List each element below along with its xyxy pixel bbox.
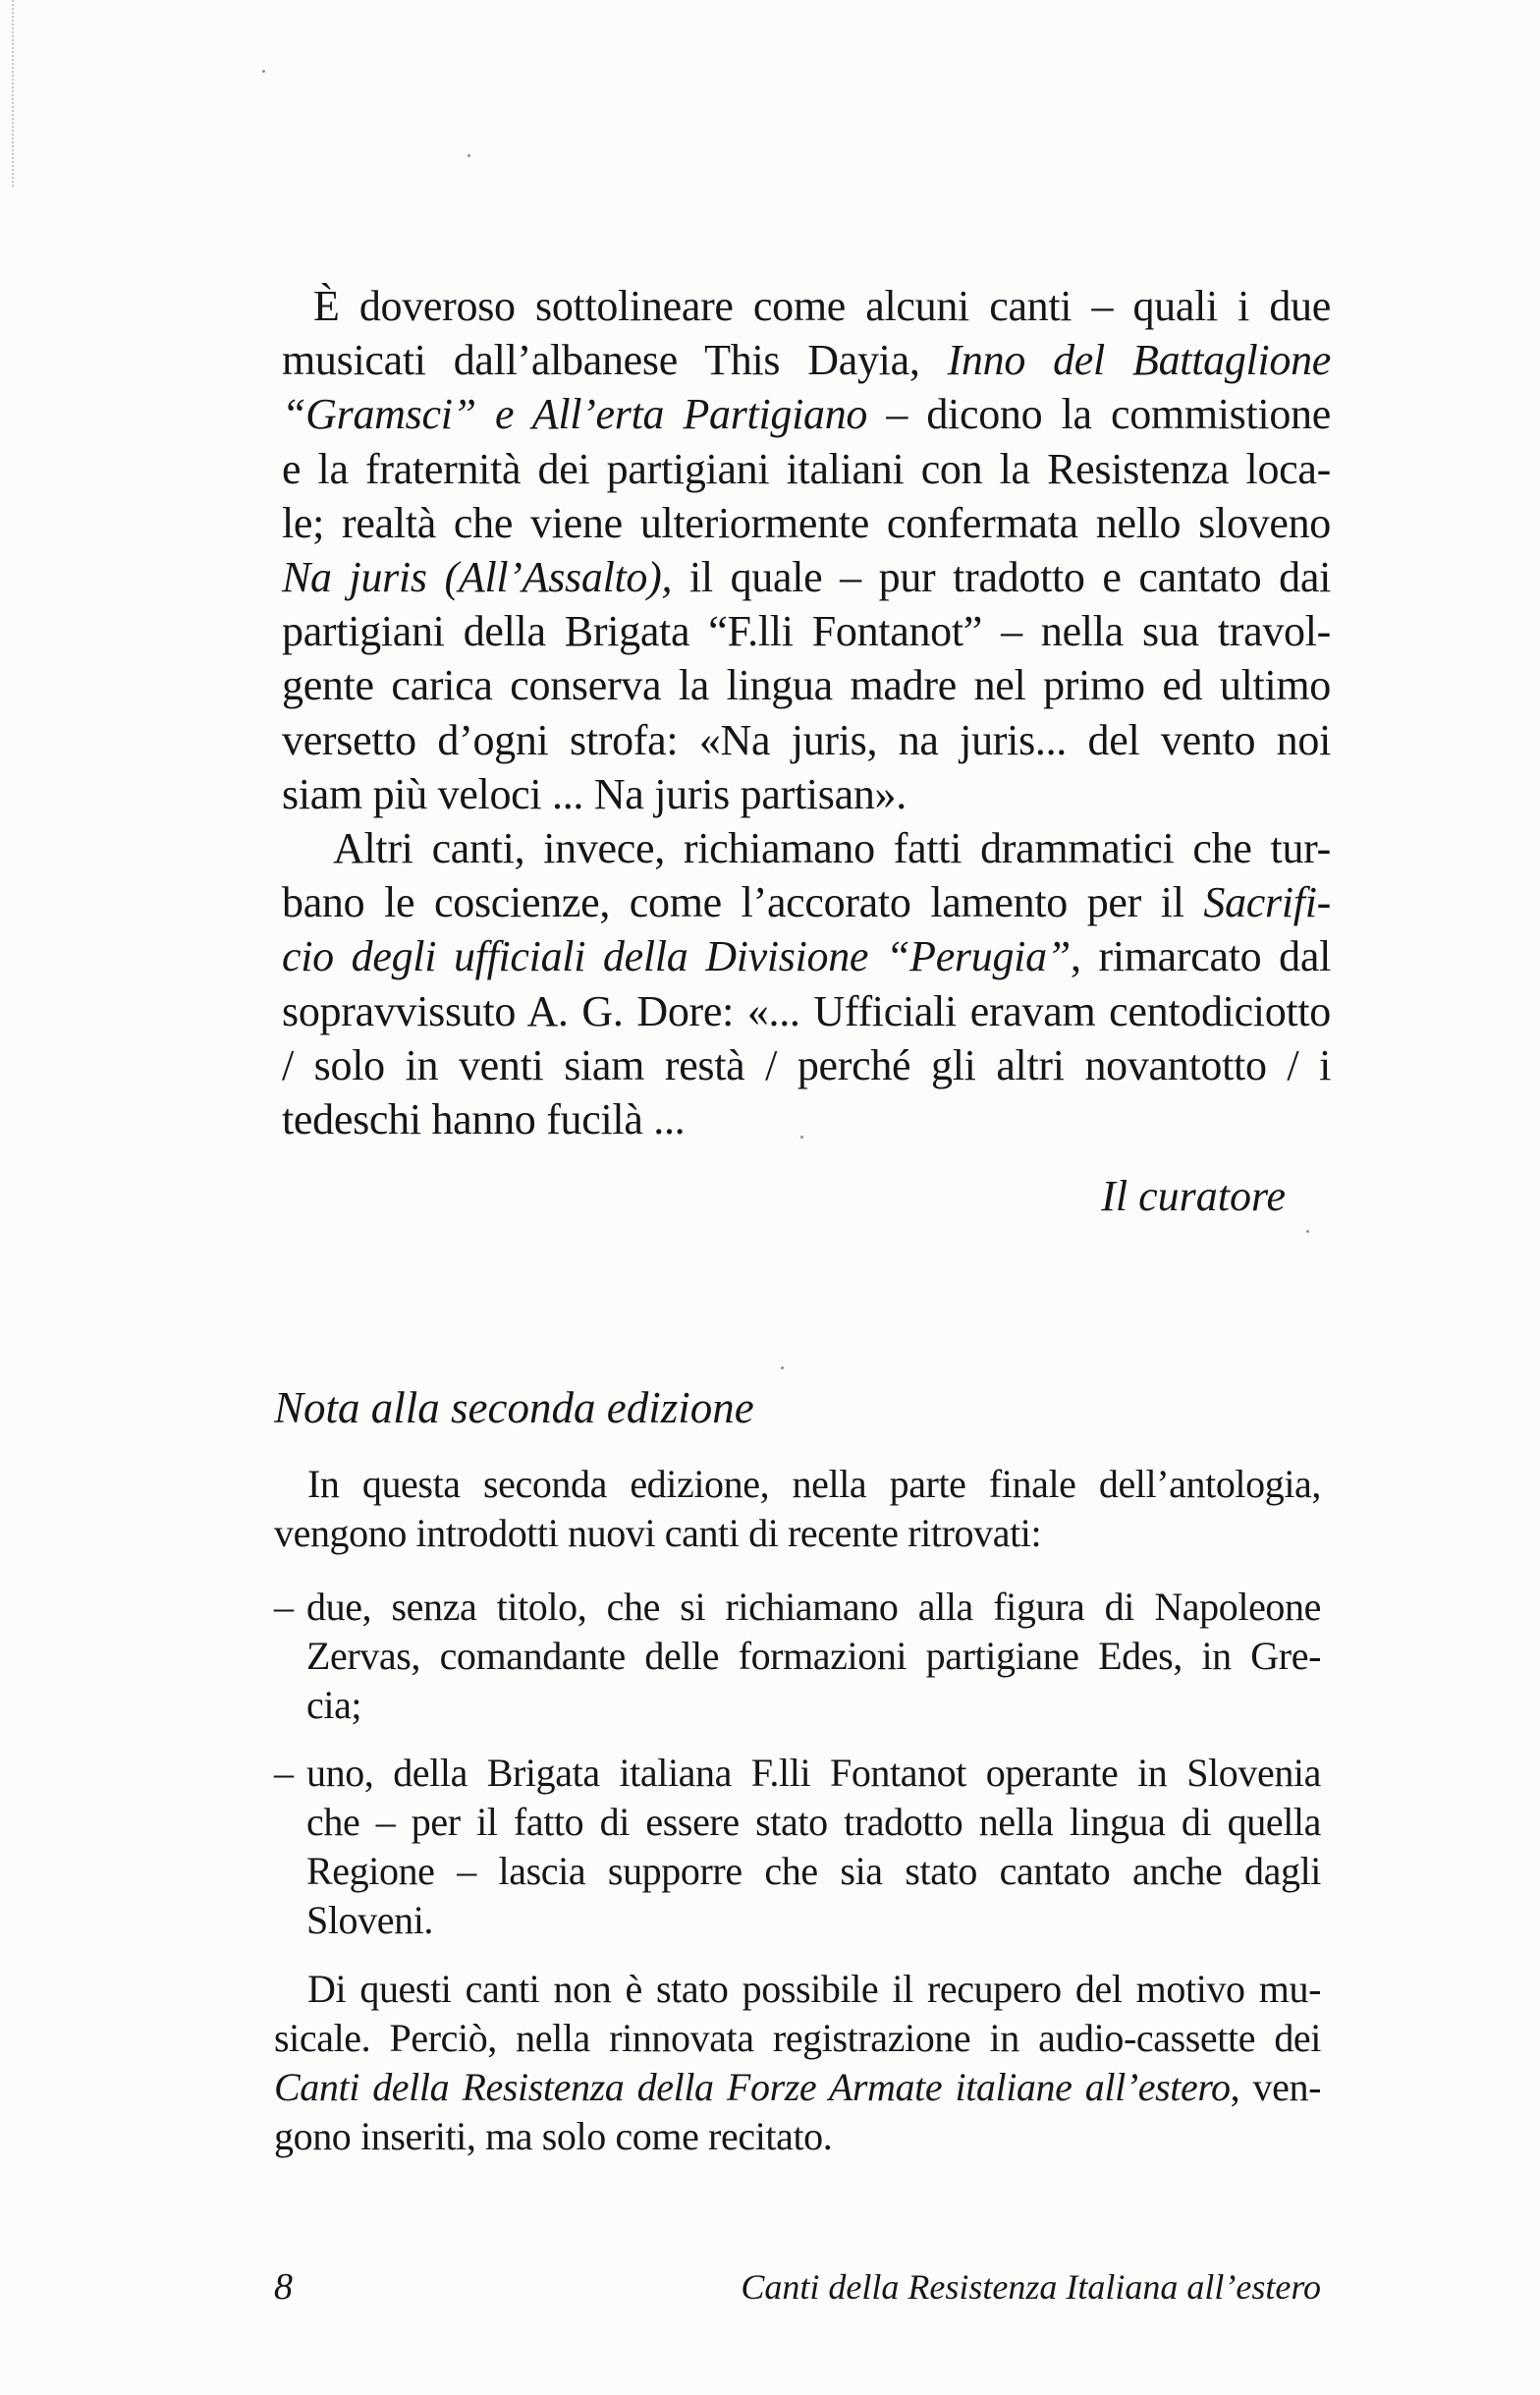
text-line [282,333,1331,387]
preface-section [282,279,1331,1146]
text-run: Di questi canti non è stato possibile il recupero del motivo mu- [307,1967,1321,2011]
text-line [274,2112,1321,2161]
text-line [274,2063,1321,2112]
song-title: cio degli ufficiali della Divisione “Perugia” [282,932,1071,981]
text-line [282,604,1331,658]
text-run: È doveroso sottolineare come alcuni canti – quali i due [313,282,1331,330]
text-line [274,1460,1321,1509]
text-run: partigiani della Brigata “F.lli Fontanot” – nella sua travol- [282,607,1331,656]
signature: Il curatore [1101,1172,1286,1220]
text-line [282,1038,1331,1092]
text-run: cia; [306,1683,362,1727]
text-run: sicale. Perciò, nella rinnovata registrazione in audio-cassette dei [274,2016,1321,2060]
text-line [274,1681,1321,1730]
text-line [274,1847,1321,1896]
text-run: / solo in venti siam restà / perché gli altri novantotto / i [282,1040,1331,1089]
text-run: Regione – lascia supporre che sia stato cantato anche dagli [306,1849,1321,1893]
text-run: tedeschi hanno fucilà ... [282,1095,686,1144]
text-run: musicati dall’albanese This Dayia, [282,336,948,385]
text-run: sopravvissuto A. G. Dore: «... Ufficiali eravam centodiciotto [282,986,1331,1035]
work-title: Canti della Resistenza della Forze Armate italiane all’estero [274,2065,1231,2109]
scan-speck [781,1366,784,1369]
text-line [282,658,1331,712]
text-run: , rimarcato dal [1070,932,1331,981]
page-footer [274,2265,1321,2309]
text-line [282,496,1331,550]
scan-speck [1306,1230,1309,1233]
text-line [274,1749,1321,1798]
list-marker: – [274,1751,294,1795]
list-item [274,1749,1321,1945]
text-run: e la fraternità dei partigiani italiani con la Resistenza loca- [282,444,1331,493]
song-title: Sacrifi- [1203,878,1331,927]
text-line [282,984,1331,1038]
text-line [274,1509,1321,1558]
text-run: bano le coscienze, come l’accorato lamento per il [282,878,1204,927]
scan-edge-mark [12,0,14,187]
text-run: In questa seconda edizione, nella parte finale dell’antologia, [307,1462,1321,1506]
section-heading: Nota alla seconda edizione [274,1383,754,1432]
text-line [282,875,1331,929]
text-line [274,1632,1321,1681]
text-run: – dicono la commistione [867,390,1331,439]
text-line [282,387,1331,441]
paragraph [274,1460,1321,1558]
paragraph [274,1965,1321,2161]
running-title: Canti della Resistenza Italiana all’estero [741,2267,1321,2307]
list-marker: – [274,1585,294,1629]
text-run: Altri canti, invece, richiamano fatti drammatici che tur- [333,824,1331,873]
text-run: due, senza titolo, che si richiamano alla figura di Napoleone [306,1585,1321,1629]
text-run: il quale – pur tradotto e cantato dai [672,553,1331,602]
text-run: Zervas, comandante delle formazioni partigiane Edes, in Gre- [306,1634,1321,1678]
text-line [282,442,1331,496]
text-line [282,550,1331,604]
text-line [282,713,1331,767]
page-number: 8 [274,2266,293,2308]
text-run: siam più veloci ... Na juris partisan». [282,769,907,818]
text-line [282,279,1331,333]
text-line [274,1798,1321,1847]
text-run: le; realtà che viene ulteriormente confermata nello sloveno [282,498,1331,547]
text-run: uno, della Brigata italiana F.lli Fontanot operante in Slovenia [306,1751,1321,1795]
text-line [274,1583,1321,1632]
song-title: Na juris (All’Assalto), [282,553,673,602]
paragraph [282,279,1331,821]
scan-speck [262,70,265,73]
text-run: versetto d’ogni strofa: «Na juris, na juris... del vento noi [282,715,1331,764]
text-run: gente carica conserva la lingua madre nel primo ed ultimo [282,661,1331,710]
text-run: gono inseriti, ma solo come recitato. [274,2114,833,2158]
paragraph [282,821,1331,1146]
text-line [282,767,1331,821]
list-item [274,1583,1321,1730]
text-line [274,2014,1321,2063]
text-line [282,1092,1331,1146]
text-line [282,929,1331,983]
song-title: “Gramsci” e All’erta Partigiano [282,390,868,439]
song-title: Inno del Battaglione [947,336,1331,385]
text-run: che – per il fatto di essere stato tradotto nella lingua di quella [306,1800,1321,1844]
text-run: vengono introdotti nuovi canti di recente ritrovati: [274,1511,1042,1555]
text-line [274,1896,1321,1945]
scan-speck [468,154,470,157]
text-line [274,1965,1321,2014]
text-line [282,821,1331,875]
text-run: Sloveni. [306,1898,434,1942]
text-run: , ven- [1230,2065,1321,2109]
